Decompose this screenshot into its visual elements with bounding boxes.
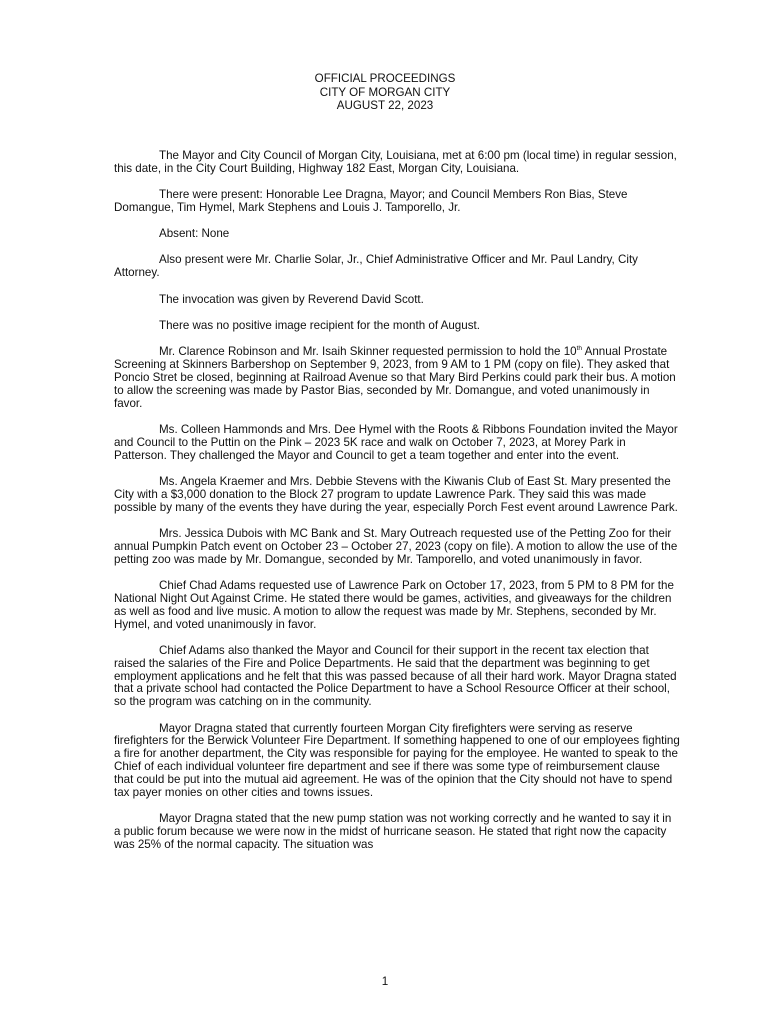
page-number: 1 (381, 975, 389, 988)
paragraph-petting-zoo: Mrs. Jessica Dubois with MC Bank and St. Mary Outreach requested use of the Petting Zoo for their annual Pumpkin Patch event on October 23 – October 27, 2023 (copy on file). A motion to allow the use of the petting zoo was made by Mr. Domangue, seconded by Mr. Tamporello, and voted unanimously in favor. (114, 526, 678, 566)
paragraph-tax-election: Chief Adams also thanked the Mayor and Council for their support in the recent tax election that raised the salaries of the Fire and Police Departments. He said that the department was beginning to get employment applications and he felt that this was passed because of all their hard work. Mayor Dragna stated that a private school had contacted the Police Department to have a School Resource Officer at their school, so the program was catching on in the community. (114, 643, 677, 709)
header-city: CITY OF MORGAN CITY (319, 85, 451, 99)
paragraph-image-recipient: There was no positive image recipient for the month of August. (159, 318, 480, 332)
document-header (0, 72, 770, 113)
header-date: AUGUST 22, 2023 (336, 99, 434, 112)
paragraph-national-night-out: Chief Chad Adams requested use of Lawrence Park on October 17, 2023, from 5 PM to 8 PM for the National Night Out Against Crime. He stated there would be games, activities, and giveaways for the children as well as food and live music. A motion to allow the request was made by Mr. Stephens, seconded by Mr. Hymel, and voted unanimously in favor. (114, 578, 674, 631)
paragraph-kiwanis-donation: Ms. Angela Kraemer and Mrs. Debbie Stevens with the Kiwanis Club of East St. Mary presented the City with a $3,000 donation to the Block 27 program to update Lawrence Park. They said this was made possible by many of the events they have during the year, especially Porch Fest event around Lawrence Park. (114, 474, 678, 514)
paragraph-reserve-firefighters: Mayor Dragna stated that currently fourteen Morgan City firefighters were serving as reserve firefighters for the Berwick Volunteer Fire Department. If something happened to one of our employees fighting a fire for another department, the City was responsible for paying for the employee. He wanted to speak to the Chief of each individual volunteer fire department and see if there was some type of reimbursement clause that could be put into the mutual aid agreement. He was of the opinion that the City should not have to spend tax payer monies on other cities and towns issues. (114, 721, 680, 800)
header-title: OFFICIAL PROCEEDINGS (314, 72, 456, 85)
paragraph-present: There were present: Honorable Lee Dragna, Mayor; and Council Members Ron Bias, Steve Domangue, Tim Hymel, Mark Stephens and Louis J. Tamporello, Jr. (114, 188, 628, 215)
paragraph-prostate-screening (114, 346, 680, 411)
paragraph-text-after-superscript: Annual Prostate Screening at Skinners Barbershop on September 9, 2023, from 9 AM to 1 PM (copy on file). They asked that Poncio Stret be closed, beginning at Railroad Avenue so that Mary Bird Perkins could park their bus. A motion to allow the screening was made by Pastor Bias, seconded by Mr. Domangue, and voted unanimously in favor. (114, 344, 676, 410)
paragraph-meeting-opening: The Mayor and City Council of Morgan City, Louisiana, met at 6:00 pm (local time) in regular session, this date, in the City Court Building, Highway 182 East, Morgan City, Louisiana. (114, 149, 677, 175)
paragraph-invocation: The invocation was given by Reverend David Scott. (159, 292, 424, 306)
paragraph-pump-station: Mayor Dragna stated that the new pump station was not working correctly and he wanted to say it in a public forum because we were now in the midst of hurricane season. He stated that right now the capacity was 25% of the normal capacity. The situation was (114, 812, 672, 852)
paragraph-absent: Absent: None (159, 227, 230, 241)
paragraph-roots-ribbons: Ms. Colleen Hammonds and Mrs. Dee Hymel with the Roots & Ribbons Foundation invited the Mayor and Council to the Puttin on the Pink – 2023 5K race and walk on October 7, 2023, at Morey Park in Patterson. They challenged the Mayor and Council to get a team together and enter into the event. (114, 422, 678, 462)
paragraph-text-before-superscript: Mr. Clarence Robinson and Mr. Isaih Skinner requested permission to hold the 10 (159, 344, 577, 358)
paragraph-also-present: Also present were Mr. Charlie Solar, Jr., Chief Administrative Officer and Mr. Paul Landry, City Attorney. (114, 253, 638, 280)
document-body (114, 150, 680, 865)
ordinal-superscript: th (576, 345, 583, 353)
